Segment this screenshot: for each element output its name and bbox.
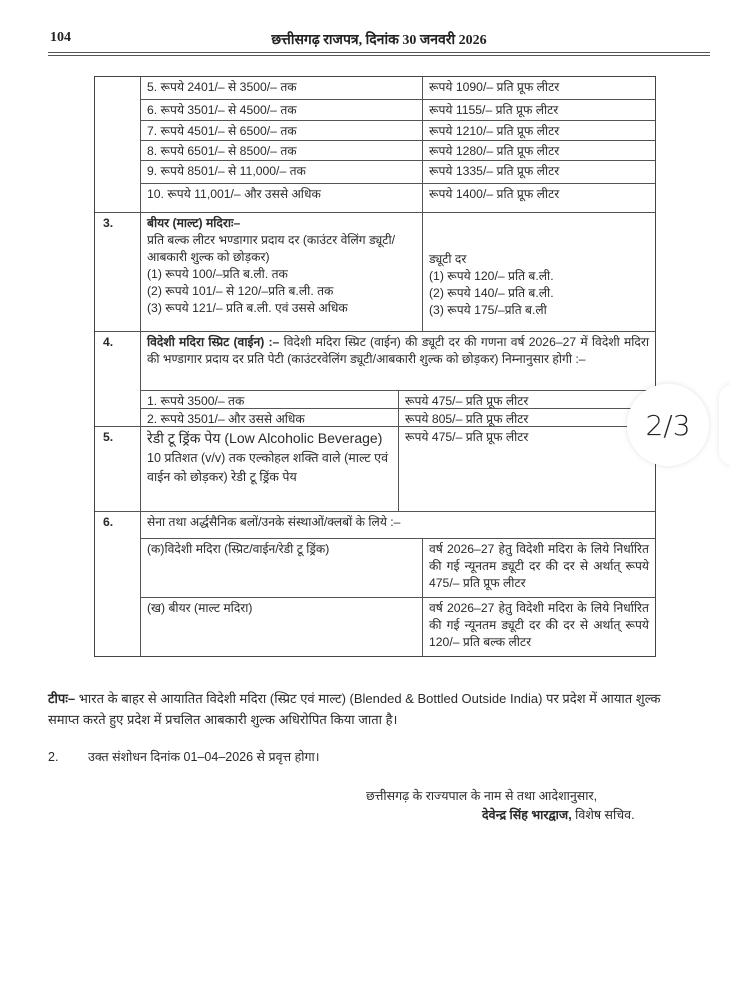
rate-cell: वर्ष 2026–27 हेतु विदेशी मदिरा के लिये निर्धारित की गई न्यूनतम ड्यूटी दर की दर से अर्थात् रूपये 475/– प्रति प्रूफ लीटर: [429, 542, 649, 590]
duty-heading: ड्यूटी दर: [429, 252, 467, 266]
rtd-description-cell: रेडी टू ड्रिंक पेय (Low Alcoholic Beverage) 10 प्रतिशत (v/v) तक एल्कोहल शक्ति वाले (माल्ट एवं वाईन को छोड़कर) रेडी टू ड्रिंक पेय: [141, 427, 399, 511]
page-number: 104: [50, 30, 71, 45]
section-description: प्रति बल्क लीटर भण्डागार प्रदाय दर (काउंटर वेलिंग ड्यूटी/आबकारी शुल्क को छोड़कर): [147, 233, 395, 264]
slab-item: (3) रूपये 121/– प्रति ब.ली. एवं उससे अधिक: [147, 301, 348, 315]
duty-item: (1) रूपये 120/– प्रति ब.ली.: [429, 269, 554, 283]
table-row: [141, 390, 655, 408]
table-row: [141, 120, 655, 140]
category-cell: (ख) बीयर (माल्ट मदिरा): [141, 598, 423, 656]
serial-cell: [95, 77, 141, 212]
table-row: [141, 183, 655, 212]
rate-cell: रूपये 805/– प्रति प्रूफ लीटर: [405, 412, 529, 426]
slab-item: (2) रूपये 101/– से 120/–प्रति ब.ली. तक: [147, 284, 334, 298]
signature-block: [482, 806, 635, 823]
note-label: टीपः–: [48, 691, 76, 706]
section-3-beer: [95, 212, 655, 331]
range-cell: 2. रूपये 3501/– और उससे अधिक: [141, 409, 399, 426]
rate-cell: रूपये 1090/– प्रति प्रूफ लीटर: [429, 80, 560, 94]
range-cell: 6. रूपये 3501/– से 4500/– तक: [141, 100, 423, 120]
table-row: [141, 99, 655, 120]
range-cell: 9. रूपये 8501/– से 11,000/– तक: [141, 161, 423, 183]
paragraph-number: 2.: [48, 750, 59, 764]
table-row: [141, 140, 655, 160]
note-text: भारत के बाहर से आयातित विदेशी मदिरा (स्प्रिट एवं माल्ट) (Blended & Bottled Outside India) पर प्रदेश में आयात शुल्क समाप्त करते हुए प्रदेश में प्रचलित आबकारी शुल्क अधिरोपित किया जाता है।: [48, 691, 661, 727]
table-row: [141, 77, 655, 99]
rate-cell: रूपये 475/– प्रति प्रूफ लीटर: [405, 394, 529, 408]
section-4-wine: [95, 331, 655, 426]
rate-cell: रूपये 475/– प्रति प्रूफ लीटर: [405, 430, 529, 444]
section-5-ready-to-drink: [95, 426, 655, 511]
duty-rate-table: [94, 76, 656, 657]
paragraph-2: [48, 748, 320, 765]
range-cell: 1. रूपये 3500/– तक: [141, 391, 399, 408]
range-cell: 7. रूपये 4501/– से 6500/– तक: [141, 121, 423, 140]
paragraph-text: उक्त संशोधन दिनांक 01–04–2026 से प्रवृत्त होगा।: [88, 750, 320, 764]
duty-item: (2) रूपये 140/– प्रति ब.ली.: [429, 286, 554, 300]
rate-cell: वर्ष 2026–27 हेतु विदेशी मदिरा के लिये निर्धारित की गई न्यूनतम ड्यूटी दर की दर से अर्थात् रूपये 120/– प्रति बल्क लीटर: [429, 601, 649, 649]
table-row: [141, 538, 655, 597]
header-rule: [48, 52, 710, 56]
gazette-title: छत्तीसगढ़ राजपत्र, दिनांक 30 जनवरी 2026: [271, 33, 487, 48]
signature-authority: छत्तीसगढ़ के राज्यपाल के नाम से तथा आदेशानुसार,: [366, 789, 598, 803]
signatory-name: देवेन्द्र सिंह भारद्वाज,: [482, 808, 572, 822]
page-indicator: 2/3: [627, 384, 709, 466]
range-cell: 10. रूपये 11,001/– और उससे अधिक: [141, 184, 423, 212]
serial-number: 3.: [95, 213, 141, 331]
beer-duty-cell: [423, 213, 655, 331]
duty-item: (3) रूपये 175/–प्रति ब.ली: [429, 303, 547, 317]
serial-number: 5.: [95, 427, 141, 511]
beer-slab-cell: [141, 213, 423, 331]
category-cell: (क)विदेशी मदिरा (स्प्रिट/वाईन/रेडी टू ड्रिंक): [141, 539, 423, 597]
section-description: विदेशी मदिरा स्प्रिट (वाईन) :– विदेशी मदिरा स्प्रिट (वाईन) की ड्यूटी दर की गणना वर्ष 2026–27 में विदेशी मदिरा की भण्डागार प्रदाय दर प्रति पेटी (काउंटरवेलिंग ड्यूटी/आबकारी शुल्क को छोड़कर) निम्नानुसार होगी :–: [147, 335, 650, 366]
page-header: [48, 30, 710, 50]
section-heading: बीयर (माल्ट) मदिराः–: [147, 216, 241, 230]
section-6-armed-forces: [95, 511, 655, 656]
next-page-peek[interactable]: [719, 384, 730, 466]
table-row: [141, 597, 655, 656]
section-heading: सेना तथा अर्द्धसैनिक बलों/उनके संस्थाओं/क्लबों के लिये :–: [147, 515, 401, 529]
serial-number: 4.: [95, 332, 141, 426]
slab-item: (1) रूपये 100/–प्रति ब.ली. तक: [147, 267, 288, 281]
range-cell: 8. रूपये 6501/– से 8500/– तक: [141, 141, 423, 160]
rate-cell: रूपये 1280/– प्रति प्रूफ लीटर: [429, 144, 560, 158]
rate-cell: रूपये 1210/– प्रति प्रूफ लीटर: [429, 124, 560, 138]
section-heading: विदेशी मदिरा स्प्रिट (वाईन) :–: [147, 335, 280, 349]
note-paragraph: [48, 688, 678, 730]
table-row: [141, 408, 655, 426]
rate-cell: रूपये 1335/– प्रति प्रूफ लीटर: [429, 164, 560, 178]
rate-cell: रूपये 1155/– प्रति प्रूफ लीटर: [429, 103, 559, 117]
rate-cell: रूपये 1400/– प्रति प्रूफ लीटर: [429, 187, 560, 201]
range-cell: 5. रूपये 2401/– से 3500/– तक: [141, 77, 423, 99]
table-row: [141, 160, 655, 183]
signatory-designation: विशेष सचिव.: [571, 808, 635, 822]
serial-number: 6.: [95, 512, 141, 656]
table-row-continued: [95, 77, 655, 212]
